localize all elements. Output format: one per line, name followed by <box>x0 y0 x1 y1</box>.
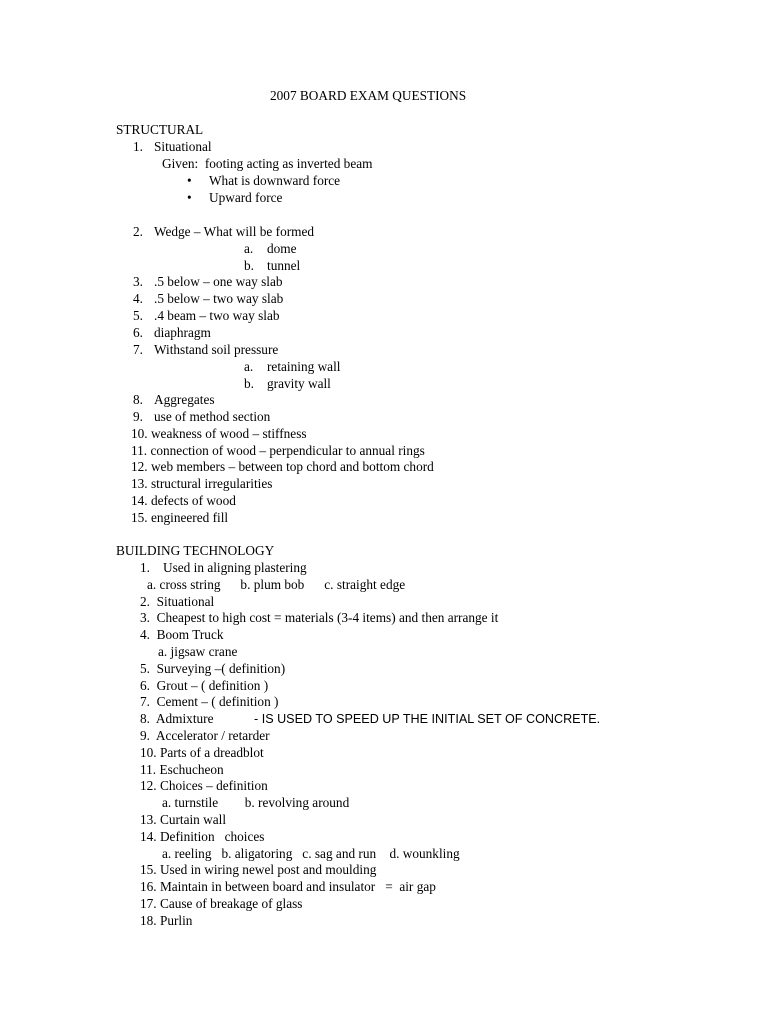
given-statement: Given: footing acting as inverted beam <box>162 156 373 171</box>
list-item: Used in aligning plastering <box>163 560 307 575</box>
list-item: Situational <box>154 139 212 154</box>
list-item: 15. Used in wiring newel post and moulding <box>140 862 377 877</box>
option-line: a. jigsaw crane <box>158 644 238 659</box>
list-item: 6. Grout – ( definition ) <box>140 678 269 693</box>
list-item: Aggregates <box>154 392 215 407</box>
option-text: dome <box>267 241 297 256</box>
list-item: 9. Accelerator / retarder <box>140 728 270 743</box>
section-heading-building-technology: BUILDING TECHNOLOGY <box>116 543 275 558</box>
list-item: 12. Choices – definition <box>140 778 268 793</box>
option-letter: b. <box>244 258 254 273</box>
list-number: 6. <box>133 325 143 340</box>
option-letter: a. <box>244 359 254 374</box>
bullet-item: What is downward force <box>209 173 341 188</box>
list-number: 7. <box>133 342 143 357</box>
list-item: 8. Admixture <box>140 711 214 726</box>
option-letter: a. <box>244 241 254 256</box>
list-item: Wedge – What will be formed <box>154 224 315 239</box>
list-number: 1. <box>133 139 143 154</box>
admixture-definition: - IS USED TO SPEED UP THE INITIAL SET OF CONCRETE. <box>254 712 601 726</box>
option-letter: b. <box>244 376 254 391</box>
list-item: 14. Definition choices <box>140 829 265 844</box>
list-number: 3. <box>133 274 143 289</box>
list-item: 13. structural irregularities <box>131 476 273 491</box>
list-number: 9. <box>133 409 143 424</box>
option-line: a. reeling b. aligatoring c. sag and run d. wounkling <box>162 846 460 861</box>
list-number: 4. <box>133 291 143 306</box>
bullet-icon: • <box>187 173 192 188</box>
option-text: retaining wall <box>267 359 341 374</box>
bullet-icon: • <box>187 190 192 205</box>
list-item: 18. Purlin <box>140 913 193 928</box>
option-text: gravity wall <box>267 376 331 391</box>
list-item: 11. connection of wood – perpendicular to annual rings <box>131 443 425 458</box>
list-item: 14. defects of wood <box>131 493 236 508</box>
list-item: 16. Maintain in between board and insulator = air gap <box>140 879 436 894</box>
list-item: 12. web members – between top chord and bottom chord <box>131 459 434 474</box>
list-item: 11. Eschucheon <box>140 762 224 777</box>
option-line: a. turnstile b. revolving around <box>162 795 350 810</box>
list-number: 1. <box>140 560 150 575</box>
list-number: 8. <box>133 392 143 407</box>
list-item: 5. Surveying –( definition) <box>140 661 286 676</box>
list-item: 3. Cheapest to high cost = materials (3-4 items) and then arrange it <box>140 610 499 625</box>
list-item: 15. engineered fill <box>131 510 229 525</box>
bullet-item: Upward force <box>209 190 283 205</box>
list-item: 7. Cement – ( definition ) <box>140 694 279 709</box>
section-heading-structural: STRUCTURAL <box>116 122 204 137</box>
list-item: .5 below – one way slab <box>154 274 283 289</box>
list-number: 2. <box>133 224 143 239</box>
list-item: 10. weakness of wood – stiffness <box>131 426 307 441</box>
document-title: 2007 BOARD EXAM QUESTIONS <box>270 88 467 103</box>
list-item: 10. Parts of a dreadblot <box>140 745 264 760</box>
list-item: use of method section <box>154 409 271 424</box>
list-item: 4. Boom Truck <box>140 627 224 642</box>
option-line: a. cross string b. plum bob c. straight edge <box>147 577 406 592</box>
list-item: 17. Cause of breakage of glass <box>140 896 303 911</box>
list-item: 13. Curtain wall <box>140 812 227 827</box>
list-item: Withstand soil pressure <box>154 342 279 357</box>
option-text: tunnel <box>267 258 301 273</box>
list-item: .5 below – two way slab <box>154 291 284 306</box>
list-item: diaphragm <box>154 325 211 340</box>
list-number: 5. <box>133 308 143 323</box>
list-item: .4 beam – two way slab <box>154 308 280 323</box>
list-item: 2. Situational <box>140 594 215 609</box>
